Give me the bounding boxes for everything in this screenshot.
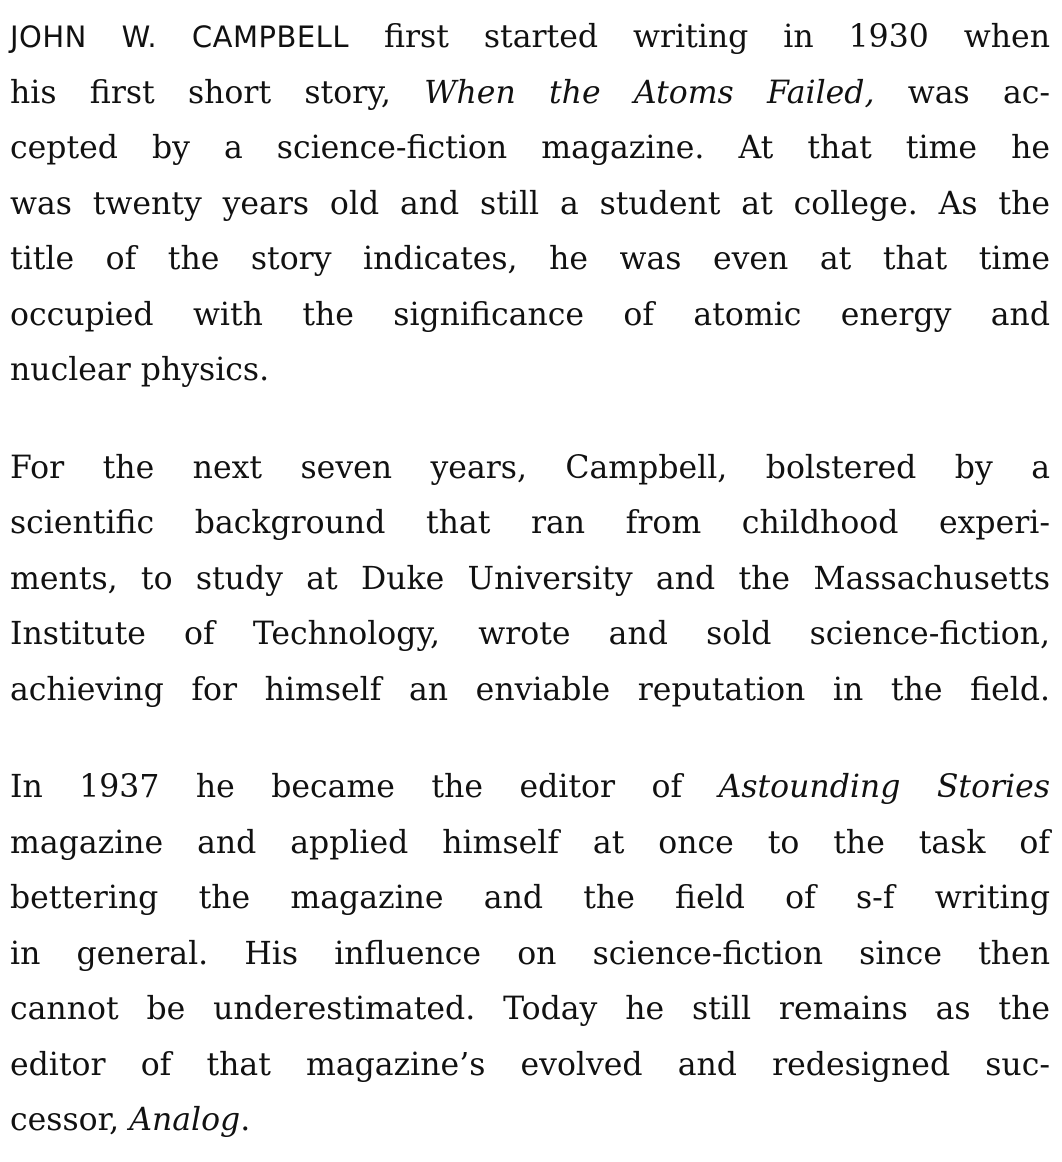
text-line: nuclear physics. [10, 352, 270, 388]
text-line: was twenty years old and still a student at college. As the [10, 185, 1050, 222]
text-line: magazine and applied himself at once to the task of [10, 824, 1050, 861]
text-line: occupied with the significance of atomic energy and [10, 296, 1050, 333]
text-fragment: . [240, 1102, 251, 1138]
text-line [10, 66, 1050, 122]
magazine-title: Analog [129, 1102, 241, 1138]
text-fragment: was ac- [874, 74, 1051, 111]
text-line: Institute of Technology, wrote and sold science-fiction, [10, 616, 1050, 652]
magazine-title: Astounding Stories [718, 769, 1050, 805]
text-line [10, 10, 1050, 66]
text-line: editor of that magazine’s evolved and redesigned suc- [10, 1046, 1050, 1083]
document-page [10, 10, 1050, 1149]
text-line: achieving for himself an enviable reputation in the field. [10, 671, 1050, 708]
text-line: in general. His influence on science-fiction since then [10, 935, 1050, 972]
text-line: scientific background that ran from childhood experi- [10, 505, 1050, 541]
paragraph-3 [10, 760, 1050, 1149]
author-name-caps: JOHN W. CAMPBELL [10, 20, 349, 54]
text-fragment: his first short story, [10, 74, 425, 111]
text-line [10, 760, 1050, 816]
text-line: bettering the magazine and the field of s-f writing [10, 880, 1050, 916]
paragraph-2 [10, 441, 1050, 719]
paragraph-1 [10, 10, 1050, 399]
text-line: For the next seven years, Campbell, bolstered by a [10, 449, 1050, 486]
text-line: cannot be underestimated. Today he still remains as the [10, 991, 1050, 1027]
text-fragment: cessor, [10, 1102, 130, 1138]
story-title: When the Atoms Failed, [424, 74, 875, 111]
text-line: ments, to study at Duke University and the Massachusetts [10, 560, 1050, 597]
text-line [10, 1093, 1050, 1149]
text-line: cepted by a science-fiction magazine. At that time he [10, 130, 1050, 166]
text-line: title of the story indicates, he was even at that time [10, 241, 1050, 277]
text-fragment: first started writing in 1930 when [348, 19, 1050, 55]
text-fragment: In 1937 he became the editor of [10, 769, 719, 805]
